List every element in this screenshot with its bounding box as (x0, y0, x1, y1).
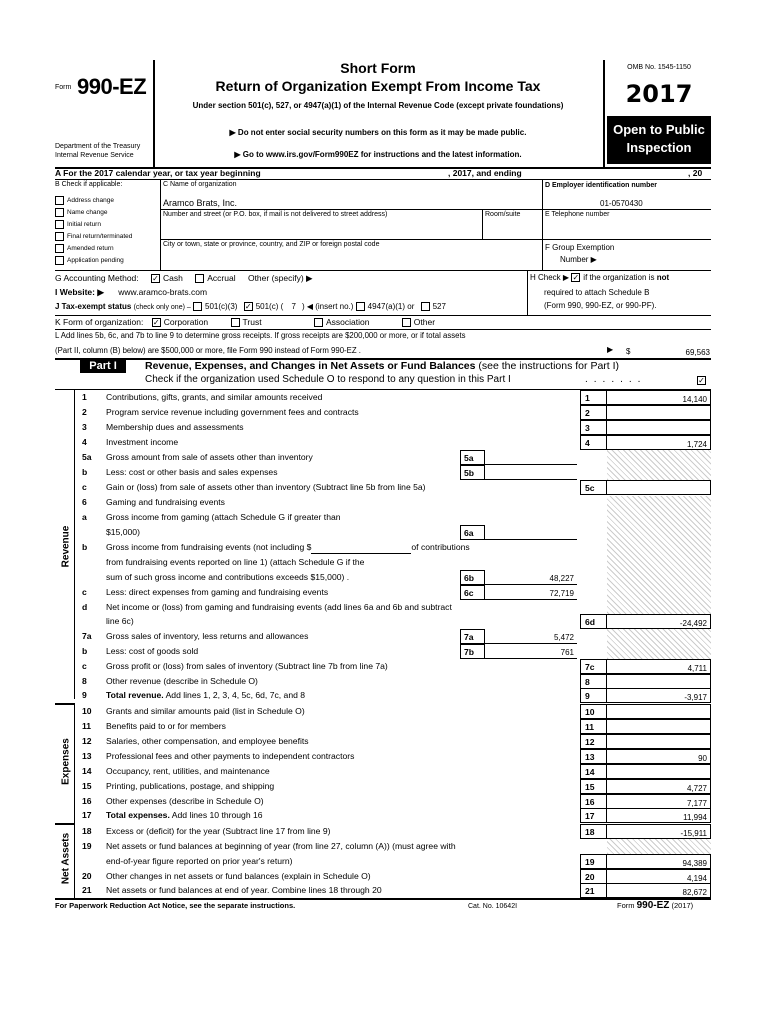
line-description: Professional fees and other payments to independent contractors (106, 751, 355, 761)
line-l6d1-row (55, 600, 711, 615)
line-description-rest: Add lines 1, 2, 3, 4, 5c, 6d, 7c, and 8 (165, 690, 306, 700)
omb-number: OMB No. 1545-1150 (627, 64, 691, 71)
line-amount[interactable]: 4,711 (607, 659, 711, 674)
subline-box-label: 5b (460, 465, 485, 480)
line-number: 13 (82, 751, 92, 761)
line-a-end: , 20 (688, 168, 703, 178)
line-amount[interactable]: 11,994 (607, 808, 711, 823)
line-description: Other changes in net assets or fund balances (explain in Schedule O) (106, 871, 371, 881)
527-checkbox[interactable] (421, 302, 430, 311)
line-description: from fundraising events reported on line 1) (attach Schedule G if the (106, 557, 365, 567)
501c-label: 501(c) ( (255, 302, 284, 311)
dept-treasury: Department of the Treasury (55, 143, 141, 150)
line-number: 14 (82, 766, 92, 776)
form-header (55, 60, 711, 167)
line-description: Gross profit or (loss) from sales of inventory (Subtract line 7b from line 7a) (106, 661, 388, 671)
accrual-label: Accrual (207, 273, 236, 283)
line-amount[interactable] (607, 674, 711, 689)
subline-amount[interactable] (485, 465, 577, 480)
line-l-1: L Add lines 5b, 6c, and 7b to line 9 to determine gross receipts. If gross receipts are $200,000 or more, or if total assets (55, 331, 466, 340)
check-amended-return[interactable]: Amended return (55, 244, 160, 256)
line-number: c (82, 587, 87, 597)
subline-amount[interactable] (485, 525, 577, 540)
line-l10-row (55, 704, 711, 719)
line-description: $15,000) (106, 527, 140, 537)
instructions-notice: ▶ Go to www.irs.gov/Form990EZ for instructions and the latest information. (234, 150, 522, 159)
line-number: 16 (82, 796, 92, 806)
line-text (106, 405, 626, 419)
line-l6b2-row (55, 555, 711, 570)
line-number: b (82, 467, 88, 477)
line-box-label: 21 (580, 883, 607, 898)
revenue-side-label: Revenue (60, 525, 72, 568)
line-description: end-of-year figure reported on prior year's return) (106, 856, 293, 866)
line-l16-row (55, 794, 711, 809)
irs-label: Internal Revenue Service (55, 152, 134, 159)
line-l4-row (55, 435, 711, 450)
check-initial-return[interactable]: Initial return (55, 220, 160, 232)
line-amount[interactable]: 1,724 (607, 435, 711, 450)
line-a-label: A For the 2017 calendar year, or tax year beginning (55, 168, 261, 178)
line-description-bold: Total revenue. (106, 690, 164, 700)
501c-checkbox[interactable]: ✓ (244, 302, 252, 312)
line-amount[interactable]: -24,492 (607, 614, 711, 629)
line-amount[interactable] (607, 405, 711, 420)
line-box-label: 20 (580, 869, 607, 884)
check-list (55, 196, 160, 268)
subline-amount[interactable] (485, 450, 577, 465)
line-description: Occupancy, rent, utilities, and maintenance (106, 766, 270, 776)
line-text (106, 614, 626, 628)
k-label: K Form of organization: (55, 317, 144, 327)
line-text (106, 688, 626, 702)
line-text (106, 869, 626, 883)
line-l14-row (55, 764, 711, 779)
other-method-label: Other (specify) ▶ (247, 273, 313, 283)
corporation-checkbox[interactable]: ✓ (152, 318, 160, 328)
part-i-tag: Part I (80, 359, 126, 373)
line-number: 7a (82, 631, 92, 641)
open-line1: Open to Public (613, 122, 705, 137)
footer-form-word: Form (617, 901, 635, 910)
line-l3-row (55, 420, 711, 435)
check-application-pending[interactable]: Application pending (55, 256, 160, 268)
tax-exempt-label: J Tax-exempt status (55, 302, 132, 311)
line-amount[interactable] (607, 764, 711, 779)
group-exemption-label: F Group Exemption (545, 243, 615, 252)
line-description: Printing, publications, postage, and shipping (106, 781, 275, 791)
line-l9-row (55, 688, 711, 703)
street-label: Number and street (or P.O. box, if mail is not delivered to street address) (163, 211, 388, 218)
line-number: 12 (82, 736, 92, 746)
association-checkbox[interactable] (314, 318, 323, 327)
line-description-rest: Add lines 10 through 16 (171, 810, 263, 820)
line-amount[interactable] (607, 480, 711, 495)
line-description: Gross income from fundraising events (not including $ (106, 542, 312, 552)
line-description: Less: cost of goods sold (106, 646, 199, 656)
part-i-title-note: (see the instructions for Part I) (478, 360, 620, 372)
open-line2: Inspection (626, 140, 692, 155)
line-l19b-row (55, 854, 711, 869)
line-number: 2 (82, 407, 87, 417)
line-description: Benefits paid to or for members (106, 721, 226, 731)
trust-checkbox[interactable] (231, 318, 240, 327)
line-number: 21 (82, 885, 92, 895)
line-number: 3 (82, 422, 87, 432)
line-l5a-row (55, 450, 711, 465)
line-description: Investment income (106, 437, 179, 447)
line-l6b1-row (55, 540, 711, 555)
line-text (106, 555, 626, 569)
line-amount[interactable] (607, 420, 711, 435)
line-text (106, 510, 626, 524)
line-l-dollar: $ (626, 347, 631, 356)
subtitle: Under section 501(c), 527, or 4947(a)(1) of the Internal Revenue Code (except private foundations) (192, 101, 564, 110)
line-l6-row (55, 495, 711, 510)
line-text (106, 839, 626, 853)
line-text (106, 480, 626, 494)
line-text (106, 659, 626, 673)
line-text (106, 808, 626, 822)
subline-amount[interactable]: 48,227 (485, 570, 577, 585)
telephone-label: E Telephone number (545, 211, 610, 218)
line-text (106, 734, 626, 748)
line-number: 6 (82, 497, 87, 507)
line-text (106, 854, 626, 868)
line-amount[interactable] (607, 704, 711, 719)
line-l5b-row (55, 465, 711, 480)
line-number: 5a (82, 452, 92, 462)
line-l-2: (Part II, column (B) below) are $500,000 or more, file Form 990 instead of Form 990-EZ . (55, 346, 361, 355)
short-form-title: Short Form (340, 60, 416, 76)
line-l19a-row (55, 839, 711, 854)
line-text (106, 495, 626, 509)
line-l18-row (55, 824, 711, 839)
line-l17-row (55, 808, 711, 823)
tax-year: 2017 (625, 80, 693, 108)
line-l1-row (55, 390, 711, 405)
footer-form-id (617, 900, 693, 911)
line-box-label: 4 (580, 435, 607, 450)
line-l7a-row (55, 629, 711, 644)
line-amount[interactable]: 14,140 (607, 390, 711, 405)
org-name-label: C Name of organization (163, 181, 237, 188)
line-box-label: 18 (580, 824, 607, 839)
check-final-return[interactable]: Final return/terminated (55, 232, 160, 244)
line-text (106, 600, 626, 614)
line-description: Salaries, other compensation, and employee benefits (106, 736, 309, 746)
part-i-title (145, 360, 619, 372)
line-box-label: 16 (580, 794, 607, 809)
tax-exempt-hint: (check only one) – (133, 304, 191, 311)
line-number: 9 (82, 690, 87, 700)
line-l6a2-row (55, 525, 711, 540)
line-text (106, 749, 626, 763)
line-description: Gaming and fundraising events (106, 497, 225, 507)
line-box-label: 14 (580, 764, 607, 779)
line-box-label: 15 (580, 779, 607, 794)
footer-form-year: (2017) (671, 901, 694, 910)
website-value[interactable]: www.aramco-brats.com (118, 287, 208, 297)
line-box-label: 10 (580, 704, 607, 719)
line-text (106, 764, 626, 778)
line-text (106, 794, 626, 808)
line-number: 1 (82, 392, 87, 402)
line-description: Excess or (deficit) for the year (Subtract line 17 from line 9) (106, 826, 331, 836)
line-description: Gross income from gaming (attach Schedule G if greater than (106, 512, 341, 522)
line-amount[interactable] (607, 719, 711, 734)
line-l8-row (55, 674, 711, 689)
line-number: b (82, 542, 88, 552)
line-number: b (82, 646, 88, 656)
line-text (106, 704, 626, 718)
check-name-change[interactable]: Name change (55, 208, 160, 220)
line-box-label: 2 (580, 405, 607, 420)
501c3-checkbox[interactable] (193, 302, 202, 311)
line-l6c-row (55, 585, 711, 600)
subline-box-label: 6c (460, 585, 485, 600)
line-box-label: 3 (580, 420, 607, 435)
check-address-change[interactable]: Address change (55, 196, 160, 208)
ein-value: 01-0570430 (600, 199, 643, 208)
line-l-arrow: ▶ (607, 345, 614, 354)
line-box-label: 13 (580, 749, 607, 764)
line-amount[interactable]: 4,194 (607, 869, 711, 884)
subline-box-label: 7b (460, 644, 485, 659)
line-l12-row (55, 734, 711, 749)
website-label: I Website: ▶ (55, 287, 104, 297)
ein-label: D Employer identification number (545, 182, 658, 189)
tax-exempt-status (55, 302, 446, 311)
open-to-public-badge (607, 116, 711, 164)
line-amount[interactable] (607, 734, 711, 749)
net-assets-side-label: Net Assets (60, 832, 72, 885)
line-l21-row (55, 883, 711, 898)
line-number: 10 (82, 706, 92, 716)
h-check-label: H Check ▶ (530, 273, 570, 282)
cash-label: Cash (163, 273, 183, 283)
line-number: 4 (82, 437, 87, 447)
line-l7b-row (55, 644, 711, 659)
line-description: Grants and similar amounts paid (list in Schedule O) (106, 706, 305, 716)
line-l6b3-row (55, 570, 711, 585)
dots: ....... (585, 374, 647, 385)
line-box-label: 7c (580, 659, 607, 674)
other-org-label: Other (413, 317, 436, 327)
check-applicable-label: B Check if applicable: (55, 181, 123, 188)
schedule-b-checkbox[interactable]: ✓ (572, 273, 580, 283)
group-exemption-number: Number ▶ (560, 255, 597, 264)
line-box-label: 6d (580, 614, 607, 629)
line-l7c-row (55, 659, 711, 674)
line-description-rest: of contributions (411, 542, 470, 552)
insert-no-label: ) ◀ (insert no.) (301, 302, 354, 311)
line-box-label: 19 (580, 854, 607, 869)
line-amount[interactable]: 4,727 (607, 779, 711, 794)
line-l5c-row (55, 480, 711, 495)
line-l13-row (55, 749, 711, 764)
line-number: d (82, 602, 88, 612)
subline-box-label: 5a (460, 450, 485, 465)
line-description: Less: direct expenses from gaming and fundraising events (106, 587, 329, 597)
accounting-method-label: G Accounting Method: (55, 273, 139, 283)
subline-box-label: 6b (460, 570, 485, 585)
subline-amount[interactable]: 72,719 (485, 585, 577, 600)
other-org-checkbox[interactable] (402, 318, 411, 327)
trust-label: Trust (242, 317, 262, 327)
line-number: 11 (82, 721, 92, 731)
line-amount[interactable]: 82,672 (607, 883, 711, 898)
line-number: c (82, 482, 87, 492)
association-label: Association (325, 317, 370, 327)
line-number: 17 (82, 810, 92, 820)
line-text (106, 824, 626, 838)
line-description: Other revenue (describe in Schedule O) (106, 676, 258, 686)
h-not: not (656, 273, 670, 282)
h-text: if the organization is (583, 273, 655, 282)
form-number: 990-EZ (77, 74, 147, 99)
line-amount[interactable]: -15,911 (607, 824, 711, 839)
line-l2-row (55, 405, 711, 420)
line-number: 19 (82, 841, 92, 851)
line-amount[interactable]: 7,177 (607, 794, 711, 809)
527-label: 527 (432, 302, 446, 311)
part-i-title-bold: Revenue, Expenses, and Changes in Net Assets or Fund Balances (145, 360, 476, 372)
line-l6a1-row (55, 510, 711, 525)
gross-receipts-value: 69,563 (685, 348, 710, 357)
line-number: a (82, 512, 87, 522)
line-amount[interactable]: 90 (607, 749, 711, 764)
line-description: Gross amount from sale of assets other than inventory (106, 452, 313, 462)
line-l6d2-row (55, 614, 711, 629)
line-description: Program service revenue including government fees and contracts (106, 407, 359, 417)
line-description: Membership dues and assessments (106, 422, 244, 432)
accrual-checkbox[interactable] (195, 274, 204, 283)
schedule-b-check (530, 273, 669, 282)
line-a-mid: , 2017, and ending (448, 168, 522, 178)
line-description: Gross sales of inventory, less returns and allowances (106, 631, 309, 641)
line-description: Net assets or fund balances at end of year. Combine lines 18 through 20 (106, 885, 382, 895)
line-text (106, 719, 626, 733)
form-word: Form (55, 84, 72, 91)
4947-checkbox[interactable] (356, 302, 365, 311)
line-number: c (82, 661, 87, 671)
501c3-label: 501(c)(3) (205, 302, 238, 311)
line-text (106, 779, 626, 793)
line-description: Gain or (loss) from sale of assets other than inventory (Subtract line 5b from line 5a) (106, 482, 426, 492)
line-description: Other expenses (describe in Schedule O) (106, 796, 264, 806)
subline-amount[interactable]: 5,472 (485, 629, 577, 644)
line-text (106, 420, 626, 434)
line-number: 8 (82, 676, 87, 686)
line-box-label: 9 (580, 688, 607, 703)
line-box-label: 12 (580, 734, 607, 749)
line-text (106, 435, 626, 449)
line-text (106, 883, 626, 897)
line-text (106, 390, 626, 404)
line-box-label: 1 (580, 390, 607, 405)
line-box-label: 17 (580, 808, 607, 823)
line-box-label: 11 (580, 719, 607, 734)
subline-amount[interactable]: 761 (485, 644, 577, 659)
4947-label: 4947(a)(1) or (367, 302, 415, 311)
schedule-o-checkbox[interactable]: ✓ (698, 376, 705, 385)
line-description: sum of such gross income and contributions exceeds $15,000) . (106, 572, 350, 582)
line-box-label: 8 (580, 674, 607, 689)
line-text (106, 674, 626, 688)
org-name: Aramco Brats, Inc. (163, 198, 238, 208)
footer-cat-no: Cat. No. 10642I (468, 903, 518, 910)
website-row (55, 287, 207, 298)
subline-box-label: 7a (460, 629, 485, 644)
line-description: Net assets or fund balances at beginning of year (from line 27, column (A)) (must agree with (106, 841, 456, 851)
line-description: Contributions, gifts, grants, and similar amounts received (106, 392, 323, 402)
line-description: Net income or (loss) from gaming and fundraising events (add lines 6a and 6b and subtract (106, 602, 452, 612)
line-number: 18 (82, 826, 92, 836)
ssn-notice: ▶ Do not enter social security numbers on this form as it may be made public. (229, 128, 527, 137)
line-box-label: 5c (580, 480, 607, 495)
subline-box-label: 6a (460, 525, 485, 540)
room-suite-label: Room/suite (485, 211, 521, 218)
line-l11-row (55, 719, 711, 734)
corporation-label: Corporation (163, 317, 209, 327)
form-of-organization (55, 317, 435, 327)
main-title: Return of Organization Exempt From Income Tax (215, 78, 541, 94)
accounting-method (55, 273, 313, 284)
expenses-side-label: Expenses (60, 738, 72, 785)
line-l20-row (55, 869, 711, 884)
line-description: line 6c) (106, 616, 134, 626)
501c-number: 7 (291, 302, 296, 311)
line-description-bold: Total expenses. (106, 810, 170, 820)
line-amount[interactable]: -3,917 (607, 688, 711, 703)
line-number: 15 (82, 781, 92, 791)
line-description: Less: cost or other basis and sales expenses (106, 467, 278, 477)
cash-checkbox[interactable]: ✓ (152, 274, 159, 284)
line-amount[interactable]: 94,389 (607, 854, 711, 869)
line-text (106, 540, 626, 554)
h-line3: (Form 990, 990-EZ, or 990-PF). (544, 301, 657, 310)
h-line2: required to attach Schedule B (544, 288, 650, 297)
schedule-o-check-text: Check if the organization used Schedule O to respond to any question in this Part I (145, 374, 511, 385)
footer-paperwork: For Paperwork Reduction Act Notice, see the separate instructions. (55, 901, 296, 910)
footer-form-number: 990-EZ (636, 900, 670, 911)
city-label: City or town, state or province, country, and ZIP or foreign postal code (163, 241, 380, 248)
line-number: 20 (82, 871, 92, 881)
line-l15-row (55, 779, 711, 794)
